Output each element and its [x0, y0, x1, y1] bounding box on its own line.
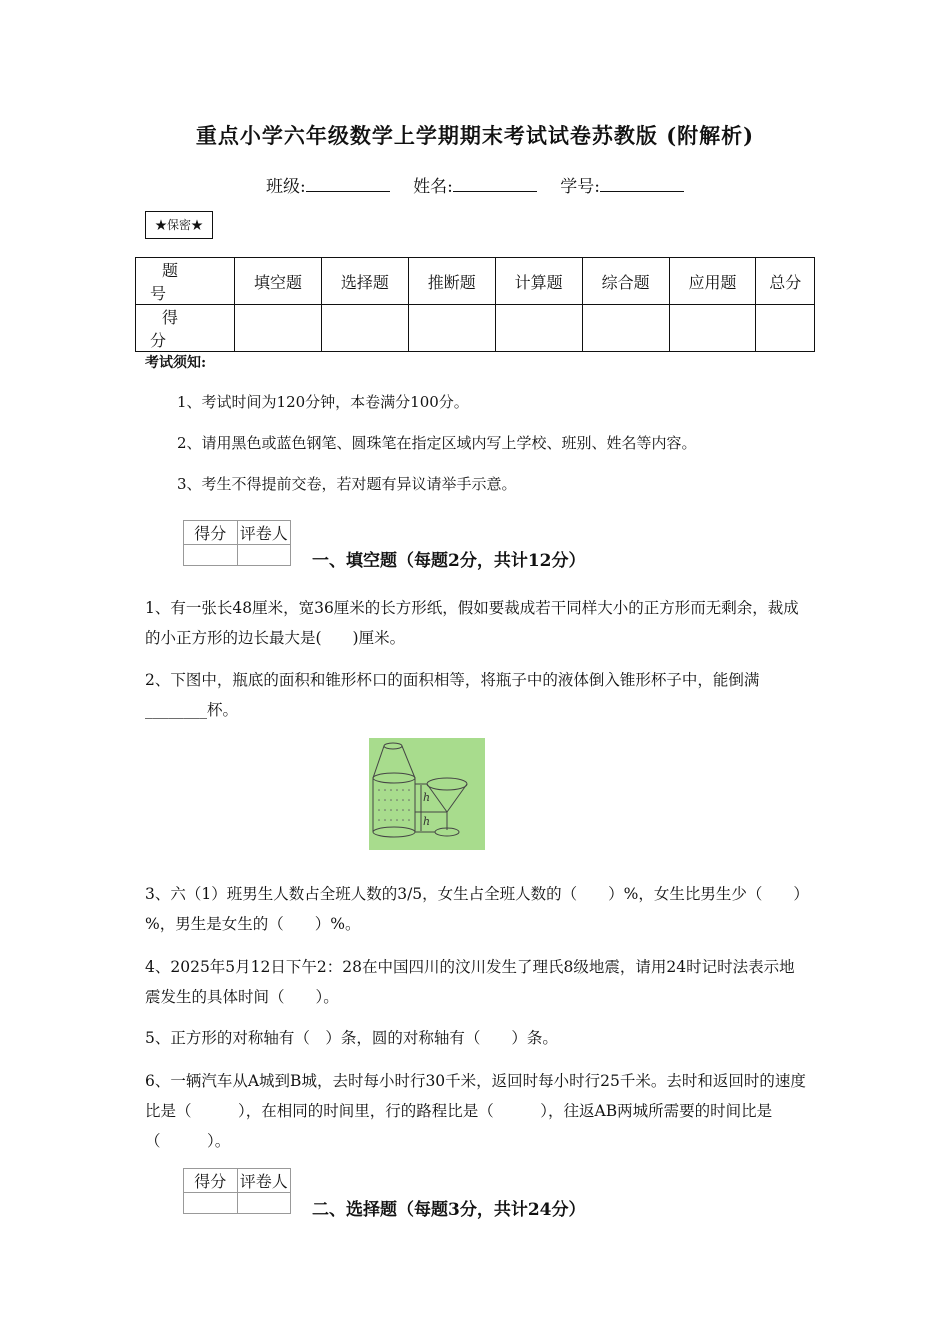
bottle-cone-diagram	[369, 738, 485, 850]
grader-score-cell[interactable]	[184, 1193, 238, 1214]
question-6: 6、一辆汽车从A城到B城，去时每小时行30千米，返回时每小时行25千米。去时和返回时的速度比是（ ），在相同的时间里，行的路程比是（ ），往返AB两城所需要的时间比是（ ）。	[145, 1072, 806, 1150]
notice-heading: 考试须知:	[145, 355, 207, 371]
notice-item: 2、请用黑色或蓝色钢笔、圆珠笔在指定区域内写上学校、班别、姓名等内容。	[177, 434, 697, 452]
score-cell[interactable]	[321, 305, 408, 352]
question-3: 3、六（1）班男生人数占全班人数的3/5，女生占全班人数的（ ）%，女生比男生少（ ）%，男生是女生的（ ）%。	[145, 885, 809, 933]
grader-box	[183, 1168, 291, 1214]
score-table-header-row	[136, 258, 815, 305]
grader-reviewer-cell[interactable]	[237, 545, 291, 566]
notice-item: 3、考生不得提前交卷，若对题有异议请举手示意。	[177, 475, 517, 493]
grader-reviewer-cell[interactable]	[237, 1193, 291, 1214]
grader-score-label: 得分	[184, 521, 238, 545]
grader-reviewer-label: 评卷人	[237, 521, 291, 545]
score-cell[interactable]	[669, 305, 756, 352]
score-header-cell: 综合题	[582, 258, 669, 305]
score-header-cell: 应用题	[669, 258, 756, 305]
student-info	[0, 172, 950, 197]
question-2: 2、下图中，瓶底的面积和锥形杯口的面积相等，将瓶子中的液体倒入锥形杯子中，能倒满________杯。	[145, 671, 760, 719]
class-label: 班级:	[265, 177, 306, 197]
bottle-cone-figure	[369, 738, 485, 850]
score-header-cell: 选择题	[321, 258, 408, 305]
score-cell[interactable]	[756, 305, 815, 352]
score-cell[interactable]	[582, 305, 669, 352]
height-label: h	[423, 815, 431, 828]
score-cell[interactable]	[495, 305, 582, 352]
grader-score-cell[interactable]	[184, 545, 238, 566]
score-header-cell: 总分	[756, 258, 815, 305]
score-table	[135, 257, 815, 352]
score-header-cell: 填空题	[235, 258, 322, 305]
score-header-cell: 推断题	[408, 258, 495, 305]
score-cell[interactable]	[235, 305, 322, 352]
score-header-cell: 题 号	[136, 258, 235, 305]
page-title: 重点小学六年级数学上学期期末考试试卷苏教版 (附解析)	[195, 123, 755, 148]
question-4: 4、2025年5月12日下午2：28在中国四川的汶川发生了理氏8级地震，请用24时记时法表示地震发生的具体时间（ ）。	[145, 958, 795, 1006]
section-title: 一、填空题（每题2分，共计12分）	[312, 551, 586, 571]
question-1: 1、有一张长48厘米，宽36厘米的长方形纸，假如要裁成若干同样大小的正方形而无剩余，裁成的小正方形的边长最大是( )厘米。	[145, 599, 799, 647]
score-row-label: 得 分	[136, 305, 235, 352]
confidential-badge: ★保密★	[145, 211, 213, 239]
name-label: 姓名:	[413, 177, 453, 197]
id-field[interactable]	[600, 177, 684, 192]
section-title: 二、选择题（每题3分，共计24分）	[312, 1200, 586, 1220]
name-field[interactable]	[453, 177, 537, 192]
notice-item: 1、考试时间为120分钟，本卷满分100分。	[177, 393, 469, 411]
grader-box	[183, 520, 291, 566]
score-header-cell: 计算题	[495, 258, 582, 305]
score-cell[interactable]	[408, 305, 495, 352]
score-table-score-row	[136, 305, 815, 352]
grader-reviewer-label: 评卷人	[237, 1169, 291, 1193]
height-label: h	[423, 791, 431, 804]
grader-score-label: 得分	[184, 1169, 238, 1193]
id-label: 学号:	[560, 177, 600, 197]
question-5: 5、正方形的对称轴有（ ）条，圆的对称轴有（ ）条。	[145, 1029, 558, 1047]
class-field[interactable]	[306, 177, 390, 192]
